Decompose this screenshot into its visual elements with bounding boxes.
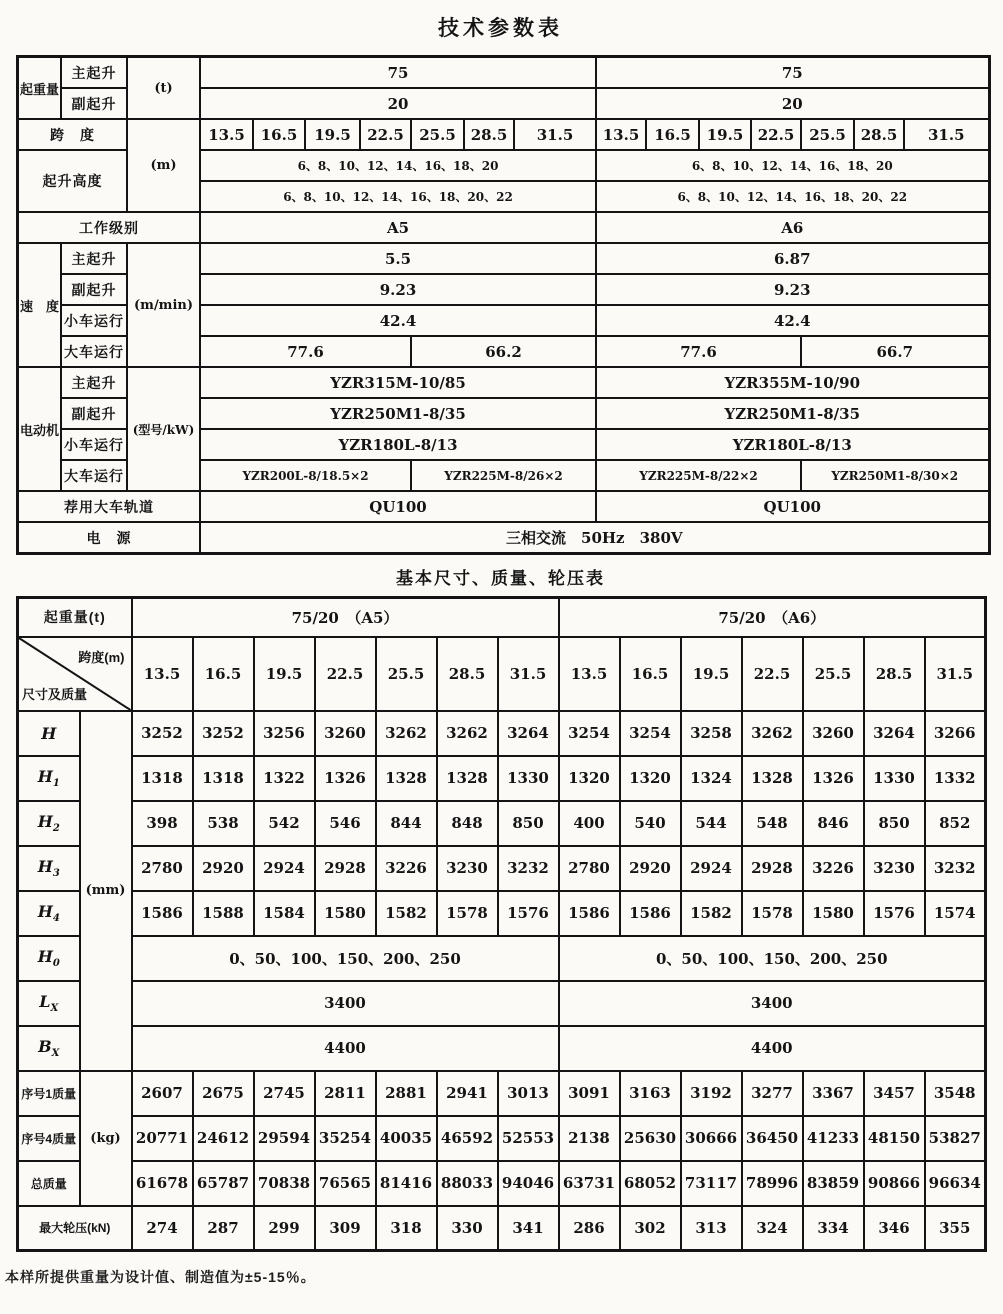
value-cell: 3163 [620, 1071, 681, 1116]
rail-a6: QU100 [596, 491, 989, 522]
value-cell: 1578 [437, 891, 498, 936]
trolley-speed-a5: 42.4 [200, 305, 596, 336]
row-label-Lx: $L_X$ [18, 981, 80, 1026]
value-cell: 53827 [925, 1116, 986, 1161]
value-cell: 2675 [193, 1071, 254, 1116]
value-cell: 2138 [559, 1116, 620, 1161]
value-cell: 287 [193, 1206, 254, 1251]
value-cell: 2920 [193, 846, 254, 891]
value-cell: 2881 [376, 1071, 437, 1116]
value-cell: 48150 [864, 1116, 925, 1161]
value-cell: 29594 [254, 1116, 315, 1161]
value-cell: 2941 [437, 1071, 498, 1116]
variant-a6-header: 75/20 （A6） [559, 598, 986, 637]
value-cell: 848 [437, 801, 498, 846]
aux-hoist-motor-a5: YZR250M1-8/35 [200, 398, 596, 429]
lift-height-main-a6: 6、8、10、12、14、16、18、20 [596, 150, 989, 181]
span-header: 19.5 [681, 637, 742, 711]
value-cell: 548 [742, 801, 803, 846]
main-hoist-speed-a5: 5.5 [200, 243, 596, 274]
value-cell: 1326 [803, 756, 864, 801]
crane-speed-a5-long: 66.2 [411, 336, 596, 367]
row-label-H2: $H_2$ [18, 801, 80, 846]
value-cell: 2780 [559, 846, 620, 891]
span-a5: 28.5 [464, 119, 514, 150]
value-cell: 1588 [193, 891, 254, 936]
value-cell: 302 [620, 1206, 681, 1251]
crane-speed-a5-short: 77.6 [200, 336, 411, 367]
value-cell: 540 [620, 801, 681, 846]
span-a6: 19.5 [699, 119, 751, 150]
value-cell: 65787 [193, 1161, 254, 1206]
value-cell: 20771 [132, 1116, 193, 1161]
span-a6: 28.5 [854, 119, 904, 150]
row-label-H0: $H_0$ [18, 936, 80, 981]
row-label-H4: $H_4$ [18, 891, 80, 936]
value-cell: 1574 [925, 891, 986, 936]
value-cell: 324 [742, 1206, 803, 1251]
speed-unit-label: (m/min) [127, 243, 200, 367]
Bx-a6: 4400 [559, 1026, 986, 1071]
value-cell: 68052 [620, 1161, 681, 1206]
H0-values-a6: 0、50、100、150、200、250 [559, 936, 986, 981]
duty-class-label: 工作级别 [18, 212, 201, 243]
duty-class-a5: A5 [200, 212, 596, 243]
span-a5: 22.5 [360, 119, 411, 150]
value-cell: 1576 [498, 891, 559, 936]
value-cell: 96634 [925, 1161, 986, 1206]
span-axis-label: 跨度(m) [78, 649, 125, 665]
value-cell: 61678 [132, 1161, 193, 1206]
value-cell: 346 [864, 1206, 925, 1251]
value-cell: 25630 [620, 1116, 681, 1161]
main-hoist-label: 主起升 [61, 57, 127, 89]
main-hoist-speed-a6: 6.87 [596, 243, 989, 274]
value-cell: 1586 [620, 891, 681, 936]
value-cell: 40035 [376, 1116, 437, 1161]
trolley-motor-a5: YZR180L-8/13 [200, 429, 596, 460]
span-header: 16.5 [193, 637, 254, 711]
aux-hoist-speed-a6: 9.23 [596, 274, 989, 305]
span-header: 31.5 [925, 637, 986, 711]
span-header: 13.5 [132, 637, 193, 711]
span-header: 22.5 [315, 637, 376, 711]
span-a6: 22.5 [751, 119, 801, 150]
technical-parameters-table [16, 55, 991, 555]
value-cell: 52553 [498, 1116, 559, 1161]
dimensions-mass-wheelload-table [16, 596, 987, 1252]
value-cell: 542 [254, 801, 315, 846]
value-cell: 850 [498, 801, 559, 846]
crane-motor-a5-long: YZR225M-8/26×2 [411, 460, 596, 491]
value-cell: 2607 [132, 1071, 193, 1116]
span-header: 13.5 [559, 637, 620, 711]
row-label-H1: $H_1$ [18, 756, 80, 801]
span-a6: 16.5 [646, 119, 699, 150]
value-cell: 1328 [437, 756, 498, 801]
H0-values-a5: 0、50、100、150、200、250 [132, 936, 559, 981]
capacity-header-label: 起重量(t) [18, 598, 132, 637]
value-cell: 286 [559, 1206, 620, 1251]
trolley-motor-a6: YZR180L-8/13 [596, 429, 989, 460]
main-hoist-motor-a6: YZR355M-10/90 [596, 367, 989, 398]
value-cell: 850 [864, 801, 925, 846]
span-a5: 16.5 [253, 119, 305, 150]
size-mass-axis-label: 尺寸及质量 [22, 686, 88, 702]
value-cell: 3277 [742, 1071, 803, 1116]
rail-label: 荐用大车轨道 [18, 491, 201, 522]
crane-travel-label: 大车运行 [61, 460, 127, 491]
value-cell: 334 [803, 1206, 864, 1251]
item1-mass-label: 序号1质量 [18, 1071, 80, 1116]
value-cell: 3548 [925, 1071, 986, 1116]
value-cell: 1586 [132, 891, 193, 936]
value-cell: 2745 [254, 1071, 315, 1116]
value-cell: 78996 [742, 1161, 803, 1206]
Lx-a6: 3400 [559, 981, 986, 1026]
row-label-H: H [18, 711, 80, 756]
value-cell: 330 [437, 1206, 498, 1251]
value-cell: 90866 [864, 1161, 925, 1206]
value-cell: 844 [376, 801, 437, 846]
value-cell: 3260 [315, 711, 376, 756]
value-cell: 1324 [681, 756, 742, 801]
value-cell: 3256 [254, 711, 315, 756]
value-cell: 1580 [803, 891, 864, 936]
value-cell: 546 [315, 801, 376, 846]
value-cell: 274 [132, 1206, 193, 1251]
value-cell: 538 [193, 801, 254, 846]
value-cell: 2780 [132, 846, 193, 891]
value-cell: 88033 [437, 1161, 498, 1206]
value-cell: 3232 [925, 846, 986, 891]
aux-hoist-speed-a5: 9.23 [200, 274, 596, 305]
span-header: 16.5 [620, 637, 681, 711]
value-cell: 3230 [864, 846, 925, 891]
aux-hoist-label: 副起升 [61, 88, 127, 119]
footnote: 本样所提供重量为设计值、制造值为±5-15％。 [5, 1269, 316, 1285]
total-mass-label: 总质量 [18, 1161, 80, 1206]
value-cell: 355 [925, 1206, 986, 1251]
value-cell: 36450 [742, 1116, 803, 1161]
max-wheel-load-label: 最大轮压(kN) [18, 1206, 132, 1251]
value-cell: 30666 [681, 1116, 742, 1161]
kg-unit-label: (kg) [80, 1071, 132, 1206]
motor-group-label: 电动机 [18, 367, 62, 491]
crane-motor-a6-long: YZR250M1-8/30×2 [801, 460, 989, 491]
crane-speed-a6-short: 77.6 [596, 336, 801, 367]
value-cell: 1582 [376, 891, 437, 936]
value-cell: 70838 [254, 1161, 315, 1206]
trolley-travel-label: 小车运行 [61, 305, 127, 336]
trolley-speed-a6: 42.4 [596, 305, 989, 336]
aux-hoist-label: 副起升 [61, 398, 127, 429]
dims-table-title: 基本尺寸、质量、轮压表 [396, 569, 605, 588]
power-value: 三相交流 50Hz 380V [200, 522, 989, 554]
value-cell: 3258 [681, 711, 742, 756]
value-cell: 1328 [376, 756, 437, 801]
value-cell: 2928 [315, 846, 376, 891]
value-cell: 3226 [376, 846, 437, 891]
meter-unit-label: (m) [127, 119, 200, 212]
span-header: 19.5 [254, 637, 315, 711]
value-cell: 3252 [193, 711, 254, 756]
aux-capacity-a6: 20 [596, 88, 989, 119]
value-cell: 3262 [742, 711, 803, 756]
row-label-Bx: $B_X$ [18, 1026, 80, 1071]
value-cell: 3262 [376, 711, 437, 756]
value-cell: 83859 [803, 1161, 864, 1206]
value-cell: 3226 [803, 846, 864, 891]
value-cell: 3266 [925, 711, 986, 756]
value-cell: 3254 [620, 711, 681, 756]
capacity-group-label: 起重量 [18, 57, 62, 120]
value-cell: 846 [803, 801, 864, 846]
value-cell: 1330 [498, 756, 559, 801]
value-cell: 1318 [193, 756, 254, 801]
duty-class-a6: A6 [596, 212, 989, 243]
value-cell: 313 [681, 1206, 742, 1251]
span-a5: 25.5 [411, 119, 464, 150]
span-a6: 31.5 [904, 119, 989, 150]
Bx-a5: 4400 [132, 1026, 559, 1071]
value-cell: 81416 [376, 1161, 437, 1206]
value-cell: 3252 [132, 711, 193, 756]
span-label: 跨 度 [18, 119, 128, 150]
value-cell: 309 [315, 1206, 376, 1251]
value-cell: 318 [376, 1206, 437, 1251]
lift-height-aux-a5: 6、8、10、12、14、16、18、20、22 [200, 181, 596, 212]
value-cell: 1576 [864, 891, 925, 936]
value-cell: 3254 [559, 711, 620, 756]
value-cell: 41233 [803, 1116, 864, 1161]
value-cell: 3367 [803, 1071, 864, 1116]
aux-capacity-a5: 20 [200, 88, 596, 119]
value-cell: 24612 [193, 1116, 254, 1161]
value-cell: 400 [559, 801, 620, 846]
value-cell: 1320 [620, 756, 681, 801]
value-cell: 1326 [315, 756, 376, 801]
crane-motor-a6-short: YZR225M-8/22×2 [596, 460, 801, 491]
value-cell: 3091 [559, 1071, 620, 1116]
value-cell: 3262 [437, 711, 498, 756]
value-cell: 2924 [254, 846, 315, 891]
value-cell: 1578 [742, 891, 803, 936]
value-cell: 3457 [864, 1071, 925, 1116]
lift-height-main-a5: 6、8、10、12、14、16、18、20 [200, 150, 596, 181]
item4-mass-label: 序号4质量 [18, 1116, 80, 1161]
crane-travel-label: 大车运行 [61, 336, 127, 367]
span-a5: 19.5 [305, 119, 360, 150]
value-cell: 1318 [132, 756, 193, 801]
value-cell: 544 [681, 801, 742, 846]
value-cell: 3232 [498, 846, 559, 891]
value-cell: 3260 [803, 711, 864, 756]
span-header: 31.5 [498, 637, 559, 711]
page-title: 技术参数表 [438, 17, 563, 40]
aux-hoist-motor-a6: YZR250M1-8/35 [596, 398, 989, 429]
crane-speed-a6-long: 66.7 [801, 336, 989, 367]
value-cell: 73117 [681, 1161, 742, 1206]
rail-a5: QU100 [200, 491, 596, 522]
value-cell: 1584 [254, 891, 315, 936]
value-cell: 3192 [681, 1071, 742, 1116]
span-header: 25.5 [803, 637, 864, 711]
value-cell: 2928 [742, 846, 803, 891]
value-cell: 1332 [925, 756, 986, 801]
value-cell: 1580 [315, 891, 376, 936]
main-hoist-label: 主起升 [61, 367, 127, 398]
value-cell: 1328 [742, 756, 803, 801]
span-header: 28.5 [437, 637, 498, 711]
diagonal-header-cell [18, 637, 132, 711]
span-a5: 31.5 [514, 119, 596, 150]
trolley-travel-label: 小车运行 [61, 429, 127, 460]
span-header: 25.5 [376, 637, 437, 711]
motor-unit-label: (型号/kW) [127, 367, 200, 491]
main-hoist-label: 主起升 [61, 243, 127, 274]
value-cell: 3230 [437, 846, 498, 891]
value-cell: 3264 [498, 711, 559, 756]
value-cell: 3264 [864, 711, 925, 756]
value-cell: 63731 [559, 1161, 620, 1206]
value-cell: 1582 [681, 891, 742, 936]
mm-unit-label: (mm) [80, 711, 132, 1071]
value-cell: 76565 [315, 1161, 376, 1206]
value-cell: 2920 [620, 846, 681, 891]
value-cell: 3013 [498, 1071, 559, 1116]
span-a6: 25.5 [801, 119, 854, 150]
value-cell: 1586 [559, 891, 620, 936]
value-cell: 341 [498, 1206, 559, 1251]
span-a5: 13.5 [200, 119, 253, 150]
value-cell: 2811 [315, 1071, 376, 1116]
Lx-a5: 3400 [132, 981, 559, 1026]
value-cell: 1320 [559, 756, 620, 801]
span-header: 28.5 [864, 637, 925, 711]
value-cell: 46592 [437, 1116, 498, 1161]
lift-height-label: 起升高度 [18, 150, 128, 212]
span-a6: 13.5 [596, 119, 646, 150]
power-label: 电 源 [18, 522, 201, 554]
value-cell: 1322 [254, 756, 315, 801]
main-hoist-motor-a5: YZR315M-10/85 [200, 367, 596, 398]
value-cell: 2924 [681, 846, 742, 891]
row-label-H3: $H_3$ [18, 846, 80, 891]
value-cell: 94046 [498, 1161, 559, 1206]
value-cell: 852 [925, 801, 986, 846]
span-header: 22.5 [742, 637, 803, 711]
main-capacity-a6: 75 [596, 57, 989, 89]
value-cell: 398 [132, 801, 193, 846]
value-cell: 35254 [315, 1116, 376, 1161]
value-cell: 299 [254, 1206, 315, 1251]
value-cell: 1330 [864, 756, 925, 801]
variant-a5-header: 75/20 （A5） [132, 598, 559, 637]
aux-hoist-label: 副起升 [61, 274, 127, 305]
lift-height-aux-a6: 6、8、10、12、14、16、18、20、22 [596, 181, 989, 212]
main-capacity-a5: 75 [200, 57, 596, 89]
crane-motor-a5-short: YZR200L-8/18.5×2 [200, 460, 411, 491]
speed-group-label: 速 度 [18, 243, 62, 367]
ton-unit-label: (t) [127, 57, 200, 120]
